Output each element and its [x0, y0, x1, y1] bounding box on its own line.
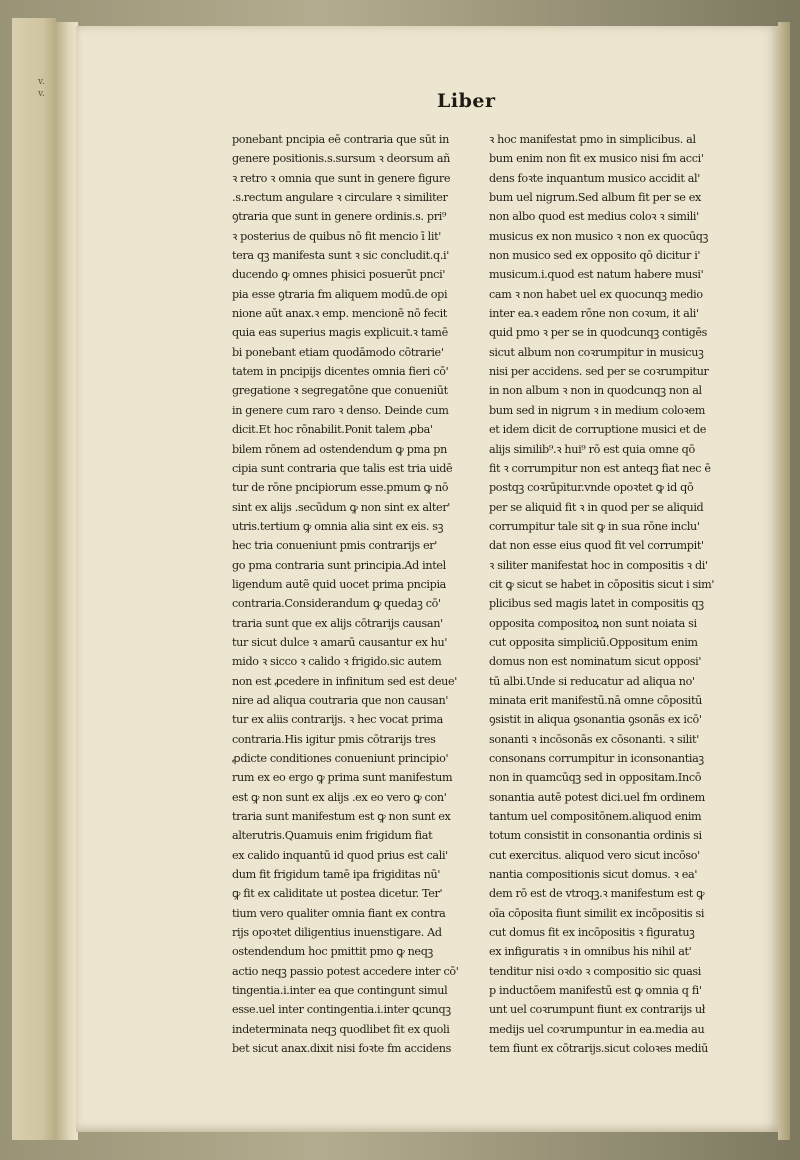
text-line: ligendum autẽ quid uocet prima pncipia [232, 577, 447, 591]
page-edge-right [778, 22, 790, 1140]
text-line: cut opposita simpliciū.Oppositum enim [489, 635, 698, 649]
text-line: alijs similib⁹.ꝛ hui⁹ rō est quia omne qō [489, 442, 695, 456]
text-line: indeterminata neqꝫ quodlibet fit ex quoli [232, 1022, 450, 1036]
text-line: ex infiguratis ꝛ in omnibus his nihil at' [489, 945, 692, 959]
text-line: sonantia autē potest dici.uel fm ordinem [489, 790, 705, 804]
text-line: oīa cōposita fiunt similit ex incōpositis si [489, 906, 705, 920]
text-line: ex calido inquantū id quod prius est cali' [232, 848, 448, 862]
text-line: medijs uel coꝛrumpuntur in ea.media au [489, 1022, 705, 1036]
text-line: genere positionis.s.sursum ꝛ deorsum añ [232, 152, 451, 166]
facing-page-edge [12, 18, 57, 1140]
text-line: unt uel coꝛrumpunt fiunt ex contrarijs uł [489, 1003, 706, 1017]
text-line: cut domus fit ex incōpositis ꝛ figuratuꝫ [489, 926, 695, 940]
text-line: ꝙ fit ex caliditate ut postea dicetur. Ter' [232, 887, 443, 901]
text-line: .s.rectum angulare ꝛ circulare ꝛ similiter [232, 191, 448, 205]
text-line: gregatione ꝛ segregatōne que conueniūt [232, 384, 448, 398]
text-line: ꝛ hoc manifestat pmo in simplicibus. al [489, 133, 696, 146]
text-line: pia esse ꝯtraria fm aliquem modū.de opi [232, 287, 448, 301]
text-line: cit ꝙ sicut se habet in cōpositis sicut i sim' [489, 577, 715, 591]
text-line: corrumpitur tale sit ꝙ in sua rōne inclu' [489, 519, 700, 533]
text-line: et idem dicit de corruptione musici et de [489, 423, 707, 437]
text-line: rum ex eo ergo ꝙ prima sunt manifestum [232, 771, 453, 785]
text-line: est ꝙ non sunt ex alijs .ex eo vero ꝙ con' [232, 790, 447, 804]
text-line: opposita compositoꝝ non sunt noiata si [489, 616, 697, 630]
text-line: ꝛ retro ꝛ omnia que sunt in genere figure [232, 171, 451, 185]
text-line: bum uel nigrum.Sed album fit per se ex [489, 191, 701, 205]
text-line: tū albi.Unde si reducatur ad aliqua no' [489, 674, 695, 688]
text-line: cam ꝛ non habet uel ex quocunqꝫ medio [489, 287, 703, 301]
text-line: rijs opoꝛtet diligentius inuenstigare. Ad [232, 926, 442, 940]
running-head: Liber [437, 90, 496, 112]
text-line: ducendo ꝙ omnes phisici posuerūt pnci' [232, 268, 446, 282]
text-line: tera qꝫ manifesta sunt ꝛ sic concludit.q.i' [232, 249, 449, 263]
text-line: musicum.i.quod est natum habere musi' [489, 268, 704, 282]
text-line: tium vero qualiter omnia fiant ex contra [232, 906, 446, 920]
text-line: ꝯtraria que sunt in genere ordinis.s. pri⁹ [232, 210, 447, 224]
text-line: bum sed in nigrum ꝛ in medium coloꝛem [489, 403, 706, 417]
page-gutter [56, 22, 78, 1140]
text-line: quia eas superius magis explicuit.ꝛ tamē [232, 326, 448, 340]
text-line: dicit.Et hoc rōnabilit.Ponit talem ꝓba' [232, 423, 433, 437]
text-line: ꝛ posterius de quibus nō fit mencio ī lit' [232, 229, 441, 243]
margin-mark: v. v. [38, 77, 45, 99]
text-line: nisi per accidens. sed per se coꝛrumpitur [489, 365, 709, 379]
text-line: ꝛ siliter manifestat hoc in compositis ꝛ di' [489, 558, 708, 572]
text-line: tingentia.i.inter ea que contingunt simul [232, 984, 448, 998]
text-line: tur ex aliis contrarijs. ꝛ hec vocat prima [232, 713, 443, 727]
text-line: hec tria conueniunt pmis contrarijs er' [232, 539, 438, 553]
text-line: bet sicut anax.dixit nisi foꝛte fm accidens [232, 1042, 452, 1056]
text-line: p inductōem manifestū est ꝙ omnia q fi' [489, 984, 702, 998]
text-line: tur de rōne pncipiorum esse.pmum ꝙ nō [232, 481, 449, 495]
text-line: totum consistit in consonantia ordinis si [489, 829, 702, 843]
text-line: tenditur nisi oꝛdo ꝛ compositio sic quasi [489, 964, 702, 978]
text-line: ꝓdicte conditiones conueniunt principio' [232, 752, 449, 765]
text-line: fit ꝛ corrumpitur non est anteqꝫ fiat nec ē [489, 461, 711, 475]
text-line: esse.uel inter contingentia.i.inter ꝗcunqꝫ [232, 1003, 451, 1017]
text-line: consonans corrumpitur in iconsonantiaꝫ [489, 752, 704, 765]
text-column-right [489, 130, 721, 1059]
text-line: utris.tertium ꝙ omnia alia sint ex eis. sꝫ [232, 519, 444, 533]
text-line: minata erit manifestū.nā omne cōpositū [489, 693, 702, 707]
text-line: dem rō est de vtroqꝫ.ꝛ manifestum est ꝙ [489, 887, 705, 901]
text-line: cipia sunt contraria que talis est tria uidē [232, 461, 453, 475]
text-line: alterutris.Quamuis enim frigidum fiat [232, 829, 433, 843]
text-column-left [232, 130, 464, 1059]
text-line: actio neqꝫ passio potest accedere inter cō' [232, 964, 459, 978]
text-line: dum fit frigidum tamē ipa frigiditas nū' [232, 868, 441, 882]
text-line: bilem rōnem ad ostendendum ꝙ pma pn [232, 442, 447, 456]
text-line: tatem in pncipijs dicentes omnia fieri cō' [232, 365, 449, 379]
text-line: bum enim non fit ex musico nisi fm acci' [489, 152, 704, 166]
text-line: dat non esse eius quod fit vel corrumpit' [489, 539, 704, 553]
text-line: tem fiunt ex cōtrarijs.sicut coloꝛes mediū [489, 1042, 709, 1056]
text-line: dens foꝛte inquantum musico accidit al' [489, 171, 700, 185]
text-line: plicibus sed magis latet in compositis qꝫ [489, 597, 704, 611]
text-line: ostendendum hoc pmittit pmo ꝙ neqꝫ [232, 945, 433, 959]
text-line: musicus ex non musico ꝛ non ex quocūqꝫ [489, 229, 708, 243]
text-line: non musico sed ex opposito qō dicitur i' [489, 249, 701, 263]
text-line: in genere cum raro ꝛ denso. Deinde cum [232, 403, 449, 417]
text-line: traria sunt manifestum est ꝙ non sunt ex [232, 810, 451, 824]
text-line: per se aliquid fit ꝛ in quod per se aliquid [489, 500, 704, 514]
text-line: nire ad aliqua coutraria que non causan' [232, 693, 449, 707]
text-line: go pma contraria sunt principia.Ad intel [232, 558, 446, 572]
text-line: inter ea.ꝛ eadem rōne non coꝛum, it ali' [489, 307, 699, 321]
text-line: non est ꝓcedere in infinitum sed est deue' [232, 674, 457, 688]
text-line: traria sunt que ex alijs cōtrarijs causan' [232, 616, 443, 630]
text-line: non albo quod est medius coloꝛ ꝛ simili' [489, 210, 699, 224]
text-line: ponebant pncipia eē contraria que sūt in [232, 133, 449, 146]
text-line: nantia compositionis sicut domus. ꝛ ea' [489, 868, 698, 882]
text-line: sonanti ꝛ incōsonās ex cōsonanti. ꝛ silit' [489, 732, 699, 746]
text-line: nione aūt anax.ꝛ emp. mencionē nō fecit [232, 307, 447, 321]
text-line: in non album ꝛ non in quodcunqꝫ non al [489, 384, 702, 398]
text-line: ꝯsistit in aliqua ꝯsonantia ꝯsonās ex icō' [489, 713, 702, 727]
text-line: domus non est nominatum sicut opposi' [489, 655, 702, 669]
text-line: sint ex alijs .secūdum ꝙ non sint ex alter' [232, 500, 451, 514]
text-line: bi ponebant etiam quodāmodo cōtrarie' [232, 345, 444, 359]
text-line: postqꝫ coꝛrūpitur.vnde opoꝛtet ꝙ id qō [489, 481, 694, 495]
text-line: mido ꝛ sicco ꝛ calido ꝛ frigido.sic autem [232, 655, 442, 669]
text-line: sicut album non coꝛrumpitur in musicuꝫ [489, 345, 704, 359]
text-line: contraria.Considerandum ꝙ quedaꝫ cō' [232, 597, 441, 611]
text-line: tantum uel compositōnem.aliquod enim [489, 810, 702, 824]
text-line: cut exercitus. aliquod vero sicut incōso' [489, 848, 700, 862]
text-line: quid pmo ꝛ per se in quodcunqꝫ contigēs [489, 326, 708, 340]
text-line: tur sicut dulce ꝛ amarū causantur ex hu' [232, 635, 448, 649]
text-line: contraria.His igitur pmis cōtrarijs tres [232, 732, 436, 746]
text-line: non in quamcūqꝫ sed in oppositam.Incō [489, 771, 702, 785]
